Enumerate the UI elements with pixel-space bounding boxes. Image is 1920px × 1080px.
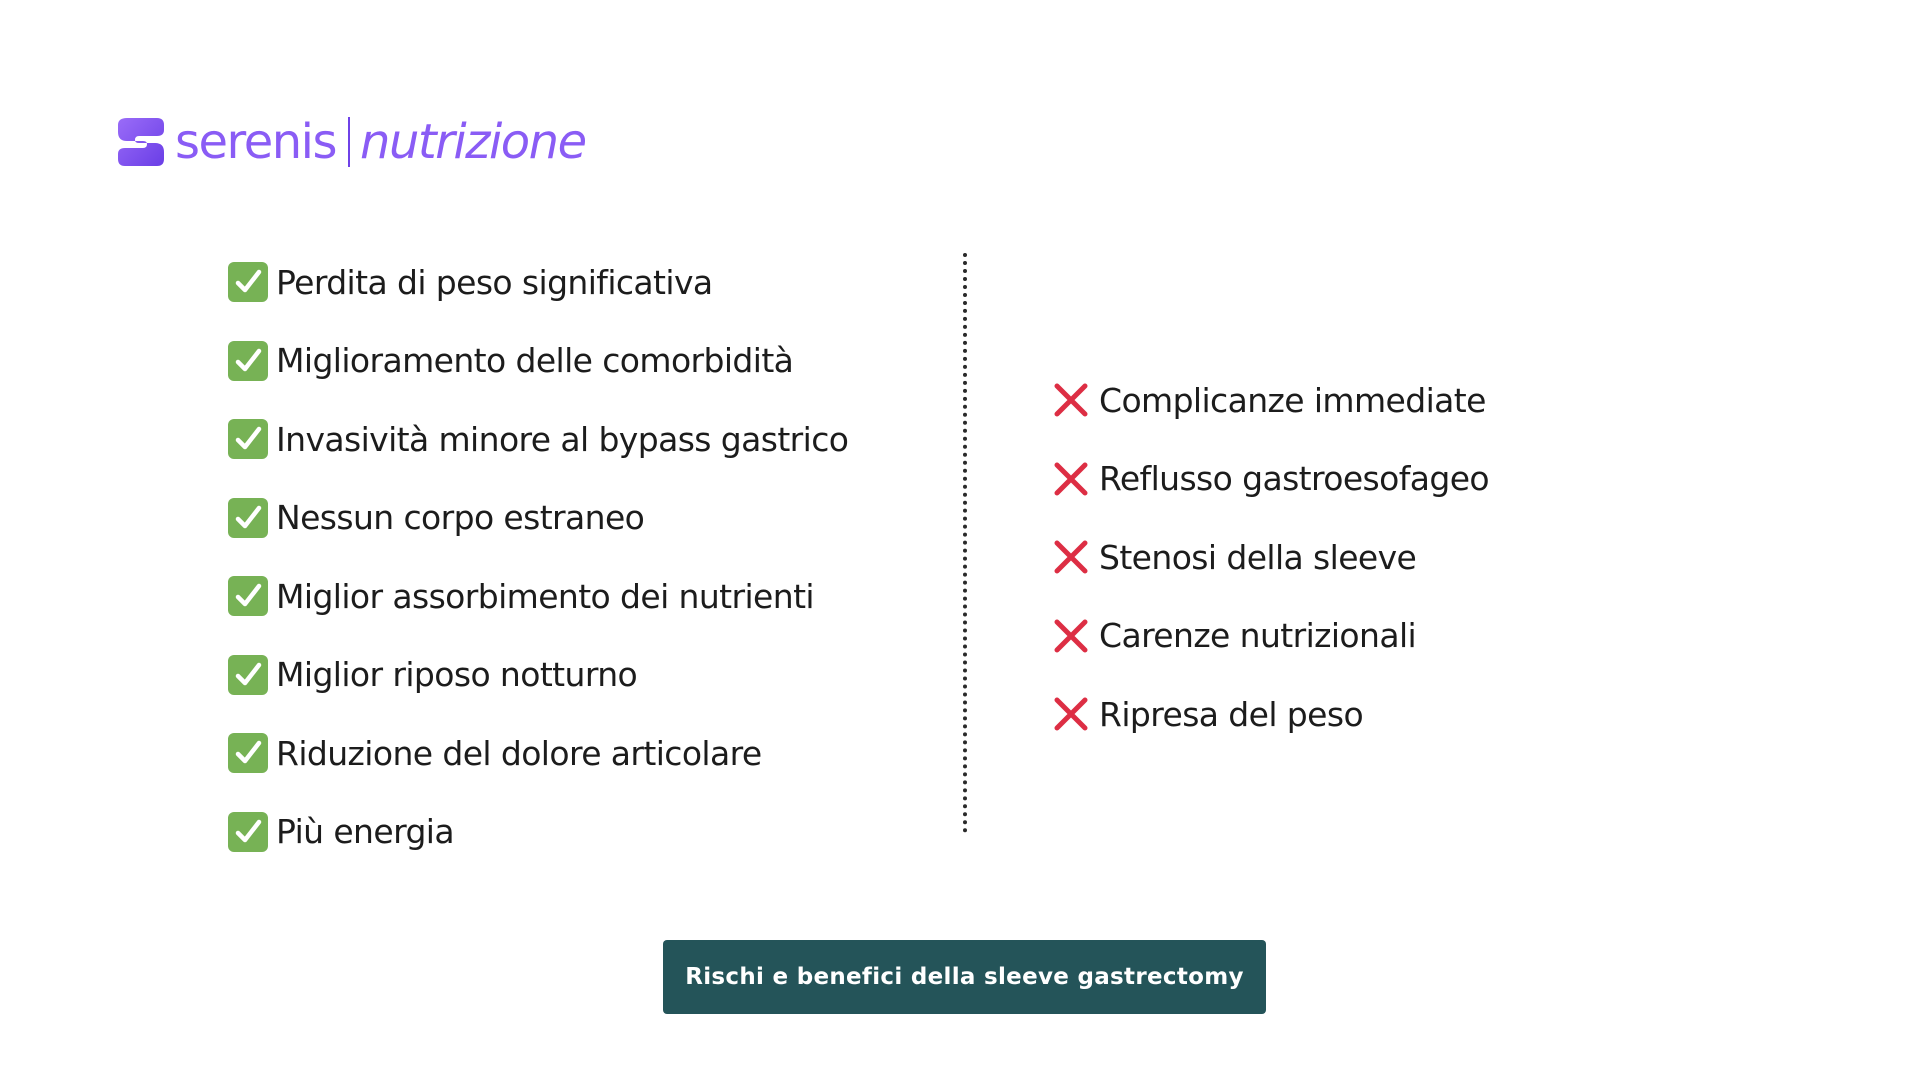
benefit-item (228, 557, 848, 636)
cross-mark-icon (1051, 694, 1091, 734)
benefit-item (228, 479, 848, 558)
check-mark-button-icon (228, 262, 268, 302)
risk-item (1051, 597, 1489, 676)
cross-mark-icon (1051, 616, 1091, 656)
risk-label: Reflusso gastroesofageo (1099, 459, 1490, 499)
logo-brand-name: serenis (175, 114, 337, 170)
serenis-logo-icon (117, 116, 165, 168)
benefit-item (228, 243, 848, 322)
cross-mark-icon (1051, 380, 1091, 420)
risk-label: Complicanze immediate (1099, 380, 1486, 420)
risk-label: Carenze nutrizionali (1099, 616, 1417, 656)
benefit-item (228, 793, 848, 872)
benefit-label: Miglior riposo notturno (276, 655, 638, 695)
benefit-item (228, 322, 848, 401)
caption-banner (663, 940, 1266, 1014)
risk-item (1051, 440, 1489, 519)
check-mark-button-icon (228, 498, 268, 538)
risk-item (1051, 361, 1489, 440)
caption-text: Rischi e benefici della sleeve gastrectomy (685, 964, 1244, 990)
benefit-item (228, 714, 848, 793)
benefits-list (228, 243, 848, 871)
benefit-label: Invasività minore al bypass gastrico (276, 419, 849, 459)
risk-item (1051, 675, 1489, 754)
benefit-item (228, 400, 848, 479)
benefit-label: Nessun corpo estraneo (276, 498, 645, 538)
risk-label: Stenosi della sleeve (1099, 537, 1417, 577)
benefit-label: Miglior assorbimento dei nutrienti (276, 576, 814, 616)
benefit-label: Riduzione del dolore articolare (276, 733, 762, 773)
brand-logo (117, 112, 586, 172)
risk-label: Ripresa del peso (1099, 694, 1364, 734)
benefit-label: Perdita di peso significativa (276, 262, 713, 302)
check-mark-button-icon (228, 419, 268, 459)
check-mark-button-icon (228, 733, 268, 773)
logo-divider (348, 117, 350, 167)
cross-mark-icon (1051, 537, 1091, 577)
check-mark-button-icon (228, 655, 268, 695)
logo-product-name: nutrizione (360, 114, 586, 170)
column-divider (963, 253, 967, 833)
cross-mark-icon (1051, 459, 1091, 499)
check-mark-button-icon (228, 576, 268, 616)
check-mark-button-icon (228, 812, 268, 852)
benefit-label: Più energia (276, 812, 454, 852)
benefit-item (228, 636, 848, 715)
risks-list (1051, 361, 1489, 754)
benefit-label: Miglioramento delle comorbidità (276, 341, 794, 381)
check-mark-button-icon (228, 341, 268, 381)
risk-item (1051, 518, 1489, 597)
